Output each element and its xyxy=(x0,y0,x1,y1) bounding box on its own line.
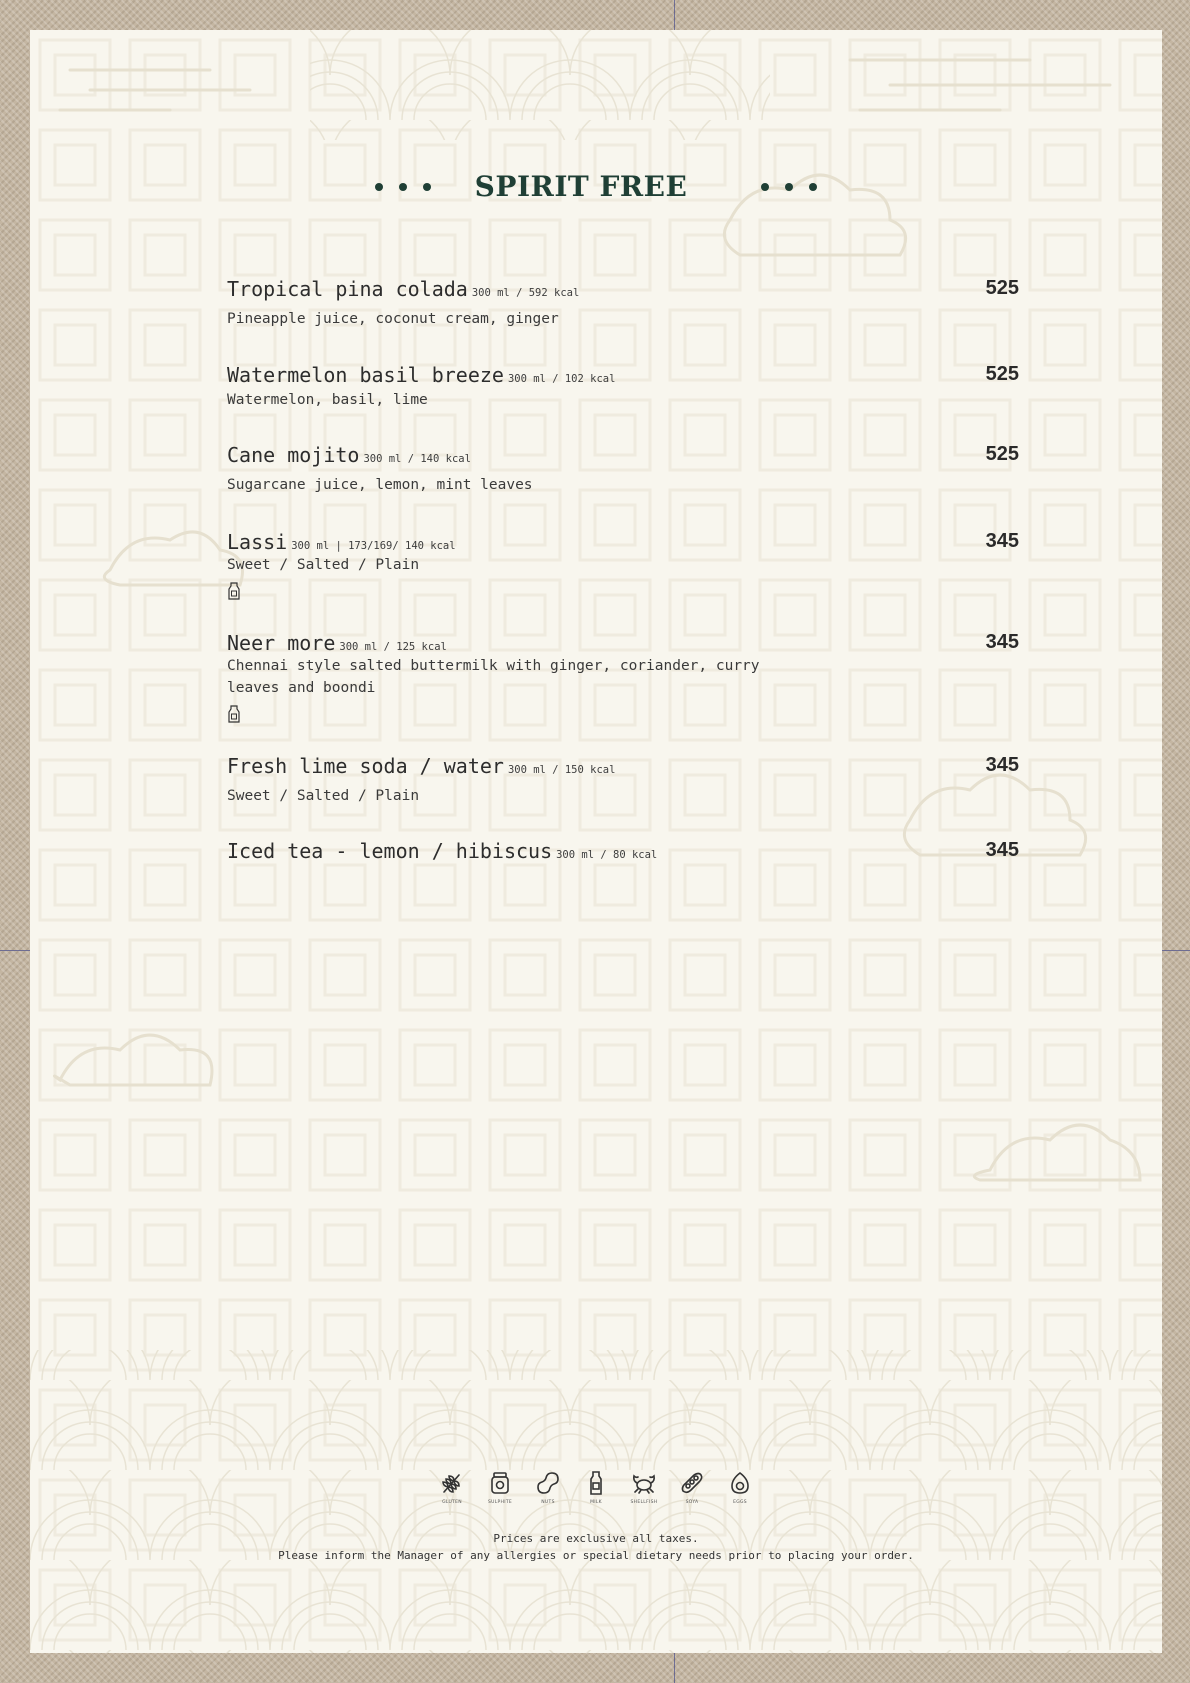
legend-sulphite xyxy=(482,1470,518,1505)
legend-soya xyxy=(674,1470,710,1505)
crop-mark-right xyxy=(1160,950,1190,951)
item-name: Lassi xyxy=(227,530,288,554)
menu-item-neer-more xyxy=(227,631,1019,723)
menu-item-cane-mojito xyxy=(227,443,1019,496)
legend-shellfish xyxy=(626,1470,662,1505)
section-heading xyxy=(30,170,1162,203)
item-name: Neer more xyxy=(227,631,336,655)
item-price: 345 xyxy=(985,754,1019,776)
footer-note xyxy=(30,1530,1162,1564)
legend-label: SOYA xyxy=(685,1500,699,1505)
crop-mark-top xyxy=(674,0,675,30)
milk-icon xyxy=(583,1470,609,1496)
milk-icon xyxy=(227,582,241,600)
dot xyxy=(399,183,407,191)
item-name: Tropical pina colada xyxy=(227,277,468,301)
footer-tax-note: Prices are exclusive all taxes. xyxy=(493,1532,699,1545)
menu-item-iced-tea xyxy=(227,839,1019,863)
item-meta: 300 ml / 80 kcal xyxy=(556,849,658,861)
item-meta: 300 ml / 592 kcal xyxy=(471,287,580,299)
legend-label: GLUTEN xyxy=(442,1500,462,1505)
peanut-icon xyxy=(535,1470,561,1496)
heading-dots-left xyxy=(375,183,431,191)
crab-icon xyxy=(631,1470,657,1496)
footer-allergy-note: Please inform the Manager of any allergies or special dietary needs prior to placing your order. xyxy=(278,1549,914,1562)
item-description: Watermelon, basil, lime xyxy=(227,392,428,408)
dot xyxy=(785,183,793,191)
item-description: Pineapple juice, coconut cream, ginger xyxy=(227,311,559,327)
menu-item-watermelon-basil-breeze xyxy=(227,363,1019,411)
item-price: 345 xyxy=(985,631,1019,653)
item-name: Fresh lime soda / water xyxy=(227,754,504,778)
milk-icon xyxy=(227,705,241,723)
jar-icon xyxy=(487,1470,513,1496)
legend-label: MILK xyxy=(590,1500,602,1505)
item-price: 345 xyxy=(985,839,1019,861)
legend-eggs xyxy=(722,1470,758,1505)
item-meta: 300 ml / 125 kcal xyxy=(339,641,447,653)
menu-item-lassi xyxy=(227,530,1019,600)
soya-icon xyxy=(679,1470,705,1496)
menu-item-tropical-pina-colada xyxy=(227,277,1019,330)
item-meta: 300 ml / 150 kcal xyxy=(507,764,616,776)
item-description: Chennai style salted buttermilk with ginger, coriander, curry leaves and boondi xyxy=(227,658,760,696)
legend-label: EGGS xyxy=(733,1500,747,1505)
item-name: Watermelon basil breeze xyxy=(227,363,504,387)
item-description: Sugarcane juice, lemon, mint leaves xyxy=(227,477,533,493)
item-name: Cane mojito xyxy=(227,443,360,467)
egg-icon xyxy=(727,1470,753,1496)
item-meta: 300 ml | 173/169/ 140 kcal xyxy=(291,540,456,552)
menu-page xyxy=(30,30,1162,1653)
item-price: 525 xyxy=(985,363,1019,385)
legend-label: NUTS xyxy=(541,1500,555,1505)
dot xyxy=(809,183,817,191)
item-price: 525 xyxy=(985,277,1019,299)
legend-label: SULPHITE xyxy=(487,1500,513,1505)
dot xyxy=(375,183,383,191)
dot xyxy=(423,183,431,191)
allergen-legend xyxy=(30,1470,1162,1505)
item-meta: 300 ml / 140 kcal xyxy=(363,453,471,465)
crop-mark-bottom xyxy=(674,1653,675,1683)
item-name: Iced tea - lemon / hibiscus xyxy=(227,839,553,863)
wheat-icon xyxy=(439,1470,465,1496)
item-price: 345 xyxy=(985,530,1019,552)
dot xyxy=(761,183,769,191)
legend-label: SHELLFISH xyxy=(630,1500,658,1505)
section-title: SPIRIT FREE xyxy=(474,170,688,203)
legend-milk xyxy=(578,1470,614,1505)
item-description: Sweet / Salted / Plain xyxy=(227,557,420,573)
item-meta: 300 ml / 102 kcal xyxy=(507,373,616,385)
crop-mark-left xyxy=(0,950,30,951)
legend-nuts xyxy=(530,1470,566,1505)
menu-item-fresh-lime-soda xyxy=(227,754,1019,807)
heading-dots-right xyxy=(761,183,817,191)
item-price: 525 xyxy=(985,443,1019,465)
item-description: Sweet / Salted / Plain xyxy=(227,788,420,804)
legend-gluten xyxy=(434,1470,470,1505)
